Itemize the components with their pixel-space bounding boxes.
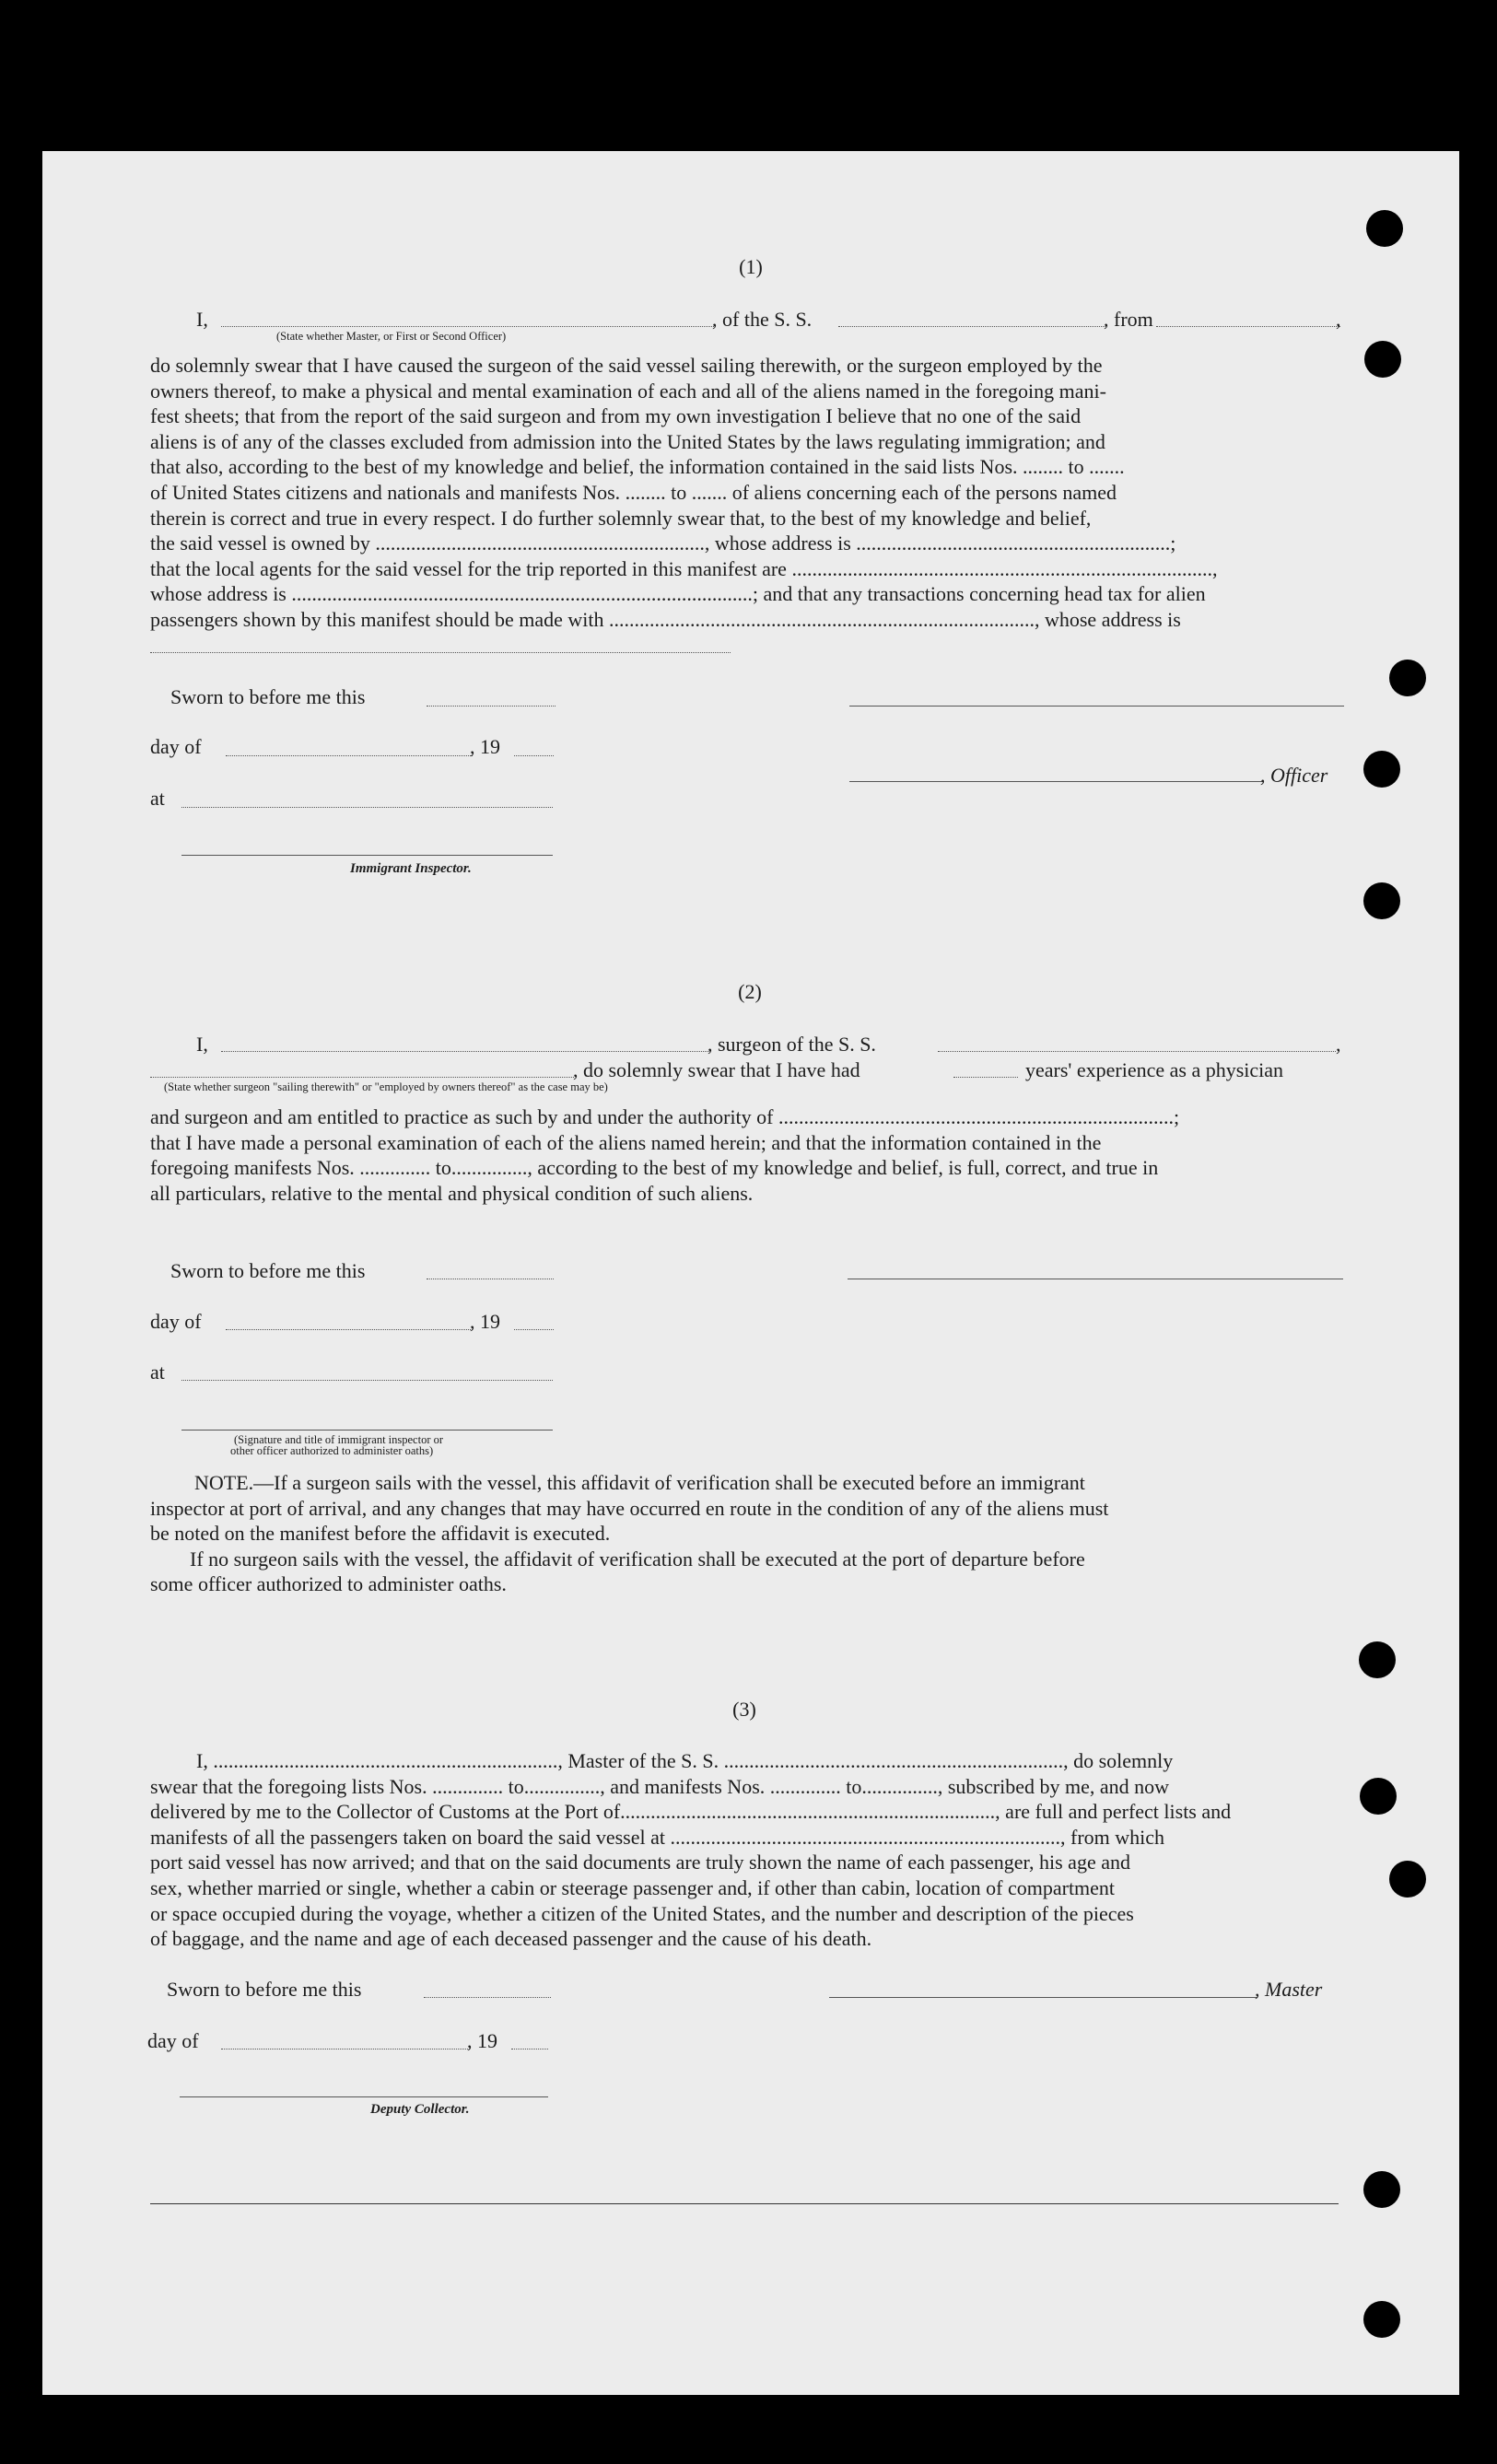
s2-note-line: inspector at port of arrival, and any changes that may have occurred en route in the condition of any of the aliens must bbox=[150, 1496, 1109, 1520]
note-text: —If a surgeon sails with the vessel, this affidavit of verification shall be executed before an immigrant bbox=[253, 1471, 1085, 1494]
s2-body bbox=[150, 1104, 1346, 1206]
s1-body-line: that the local agents for the said vessel for the trip reported in this manifest are ..................................................................................., bbox=[150, 556, 1218, 580]
section-3-number: (3) bbox=[732, 1698, 756, 1721]
s1-year-label: , 19 bbox=[470, 735, 500, 758]
s2-state-caption: (State whether surgeon "sailing therewith" or "employed by owners thereof" as the case may be) bbox=[164, 1080, 608, 1093]
s2-swear-label: , do solemnly swear that I have had bbox=[573, 1058, 860, 1081]
s2-day-field[interactable] bbox=[226, 1329, 473, 1330]
s3-sworn-label: Sworn to before me this bbox=[167, 1978, 362, 2001]
s1-inspector-label: Immigrant Inspector. bbox=[350, 861, 472, 876]
punch-hole bbox=[1363, 882, 1400, 919]
s1-signature-line[interactable] bbox=[849, 706, 1344, 707]
s1-officer-signature-line[interactable] bbox=[849, 781, 1262, 782]
s1-body-line: of United States citizens and nationals and manifests Nos. ........ to ....... of aliens concerning each of the persons named bbox=[150, 480, 1117, 504]
s1-at-label: at bbox=[150, 787, 165, 810]
s3-body-line: I, ...................................................................., Master of the S. S. ..................................................................., do solemnly bbox=[196, 1749, 1174, 1772]
s1-day-field[interactable] bbox=[226, 755, 473, 756]
s3-deputy-line[interactable] bbox=[180, 2096, 548, 2097]
s3-day-label: day of bbox=[147, 2029, 199, 2052]
section-2-number: (2) bbox=[738, 980, 762, 1003]
s2-surgeon-label: , surgeon of the S. S. bbox=[708, 1033, 876, 1056]
s1-from-field[interactable] bbox=[1156, 326, 1340, 327]
s1-sworn-field[interactable] bbox=[427, 706, 556, 707]
bottom-rule bbox=[150, 2203, 1339, 2204]
punch-hole bbox=[1363, 2301, 1400, 2338]
s1-i-label: I, bbox=[196, 308, 208, 331]
s3-body-line: sex, whether married or single, whether a cabin or steerage passenger and, if other than cabin, location of compartment bbox=[150, 1875, 1116, 1899]
note-label: NOTE. bbox=[194, 1471, 254, 1494]
s2-years-label: years' experience as a physician bbox=[1025, 1058, 1284, 1081]
punch-hole bbox=[1364, 341, 1401, 378]
punch-hole bbox=[1359, 1641, 1396, 1678]
s3-year-label: , 19 bbox=[467, 2029, 497, 2052]
s3-body-line: or space occupied during the voyage, whether a citizen of the United States, and the number and description of the pieces bbox=[150, 1901, 1134, 1925]
s2-sworn-label: Sworn to before me this bbox=[170, 1259, 366, 1282]
s2-year-label: , 19 bbox=[470, 1310, 500, 1333]
s2-capacity-field[interactable] bbox=[150, 1077, 574, 1078]
s2-inspector-line[interactable] bbox=[181, 1430, 553, 1431]
s1-body bbox=[150, 353, 1346, 633]
s1-officer-label: , Officer bbox=[1260, 764, 1328, 787]
s1-body-line: owners thereof, to make a physical and mental examination of each and all of the aliens named in the foregoing mani- bbox=[150, 379, 1106, 403]
s2-note-line: If no surgeon sails with the vessel, the affidavit of verification shall be executed at the port of departure before bbox=[190, 1547, 1085, 1571]
punch-hole bbox=[1366, 210, 1403, 247]
s1-day-label: day of bbox=[150, 735, 202, 758]
s1-officer-field[interactable] bbox=[221, 326, 714, 327]
s3-sworn-field[interactable] bbox=[424, 1997, 551, 1998]
s2-body-line: all particulars, relative to the mental and physical condition of such aliens. bbox=[150, 1181, 754, 1205]
s3-body bbox=[150, 1748, 1342, 1952]
s1-at-field[interactable] bbox=[181, 807, 553, 808]
s1-body-line: therein is correct and true in every respect. I do further solemnly swear that, to the best of my knowledge and belief, bbox=[150, 506, 1092, 530]
s1-year-field[interactable] bbox=[514, 755, 554, 756]
s1-body-line: the said vessel is owned by ................................................................., whose address is ..............................................................; bbox=[150, 531, 1176, 555]
s2-years-field[interactable] bbox=[953, 1077, 1018, 1078]
punch-hole bbox=[1360, 1778, 1397, 1815]
s2-body-line: and surgeon and am entitled to practice as such by and under the authority of ..............................................................................; bbox=[150, 1105, 1180, 1128]
s2-i-label: I, bbox=[196, 1033, 208, 1056]
s1-body-line: whose address is ...........................................................................................; and that any transactions concerning head tax for alien bbox=[150, 582, 1206, 606]
s1-sworn-label: Sworn to before me this bbox=[170, 685, 366, 708]
s1-state-caption: (State whether Master, or First or Second Officer) bbox=[276, 330, 507, 343]
s2-signature-caption: other officer authorized to administer oaths) bbox=[230, 1444, 434, 1457]
s2-signature-caption: (Signature and title of immigrant inspector or bbox=[234, 1433, 444, 1446]
s3-body-line: port said vessel has now arrived; and that on the said documents are truly shown the name of each passenger, his age and bbox=[150, 1851, 1130, 1874]
s2-note-line: be noted on the manifest before the affidavit is executed. bbox=[150, 1522, 611, 1546]
s2-line-end: , bbox=[1336, 1033, 1341, 1056]
s3-body-line: swear that the foregoing lists Nos. .............. to..............., and manifests Nos. .............. to..............., subscribed by me, and now bbox=[150, 1774, 1169, 1798]
s1-body-line: fest sheets; that from the report of the said surgeon and from my own investigation I believe that no one of the said bbox=[150, 404, 1082, 428]
s1-body-line: passengers shown by this manifest should be made with ...................................................................................., whose address is bbox=[150, 607, 1181, 631]
s2-note-line: some officer authorized to administer oaths. bbox=[150, 1572, 507, 1596]
s1-continuation-field[interactable] bbox=[150, 652, 731, 653]
punch-hole bbox=[1363, 2171, 1400, 2208]
s1-of-ss-label: , of the S. S. bbox=[712, 308, 813, 331]
s3-master-signature-line[interactable] bbox=[829, 1997, 1257, 1998]
s2-note-line bbox=[150, 1470, 1342, 1496]
s1-vessel-field[interactable] bbox=[838, 326, 1105, 327]
punch-hole bbox=[1363, 751, 1400, 788]
s3-master-label: , Master bbox=[1255, 1978, 1323, 2001]
section-1-number: (1) bbox=[739, 255, 763, 278]
s2-note bbox=[150, 1470, 1342, 1597]
s2-body-line: foregoing manifests Nos. .............. to..............., according to the best of my knowledge and belief, is full, correct, and true in bbox=[150, 1156, 1159, 1180]
s2-at-label: at bbox=[150, 1360, 165, 1384]
s1-inspector-line[interactable] bbox=[181, 855, 553, 856]
s1-body-line: do solemnly swear that I have caused the surgeon of the said vessel sailing therewith, or the surgeon employed by the bbox=[150, 354, 1103, 377]
s2-at-field[interactable] bbox=[181, 1380, 553, 1381]
s2-year-field[interactable] bbox=[514, 1329, 554, 1330]
s3-body-line: of baggage, and the name and age of each deceased passenger and the cause of his death. bbox=[150, 1927, 872, 1951]
s3-body-line: manifests of all the passengers taken on board the said vessel at ............................................................................., from which bbox=[150, 1825, 1165, 1849]
s1-from-label: , from bbox=[1104, 308, 1153, 331]
s1-line-end: , bbox=[1336, 308, 1341, 331]
s1-body-line: that also, according to the best of my knowledge and belief, the information contained in the said lists Nos. ........ to ....... bbox=[150, 455, 1125, 479]
s3-deputy-label: Deputy Collector. bbox=[370, 2102, 470, 2117]
s2-day-label: day of bbox=[150, 1310, 202, 1333]
s2-body-line: that I have made a personal examination of each of the aliens named herein; and that the information contained in the bbox=[150, 1130, 1102, 1154]
s3-body-line: delivered by me to the Collector of Customs at the Port of.........................................................................., are full and perfect lists and bbox=[150, 1800, 1232, 1824]
s1-body-line: aliens is of any of the classes excluded from admission into the United States by the laws regulating immigration; and bbox=[150, 429, 1105, 453]
s2-surgeon-name-field[interactable] bbox=[221, 1051, 709, 1052]
s2-vessel-field[interactable] bbox=[938, 1051, 1336, 1052]
punch-hole bbox=[1389, 1861, 1426, 1898]
punch-hole bbox=[1389, 660, 1426, 696]
